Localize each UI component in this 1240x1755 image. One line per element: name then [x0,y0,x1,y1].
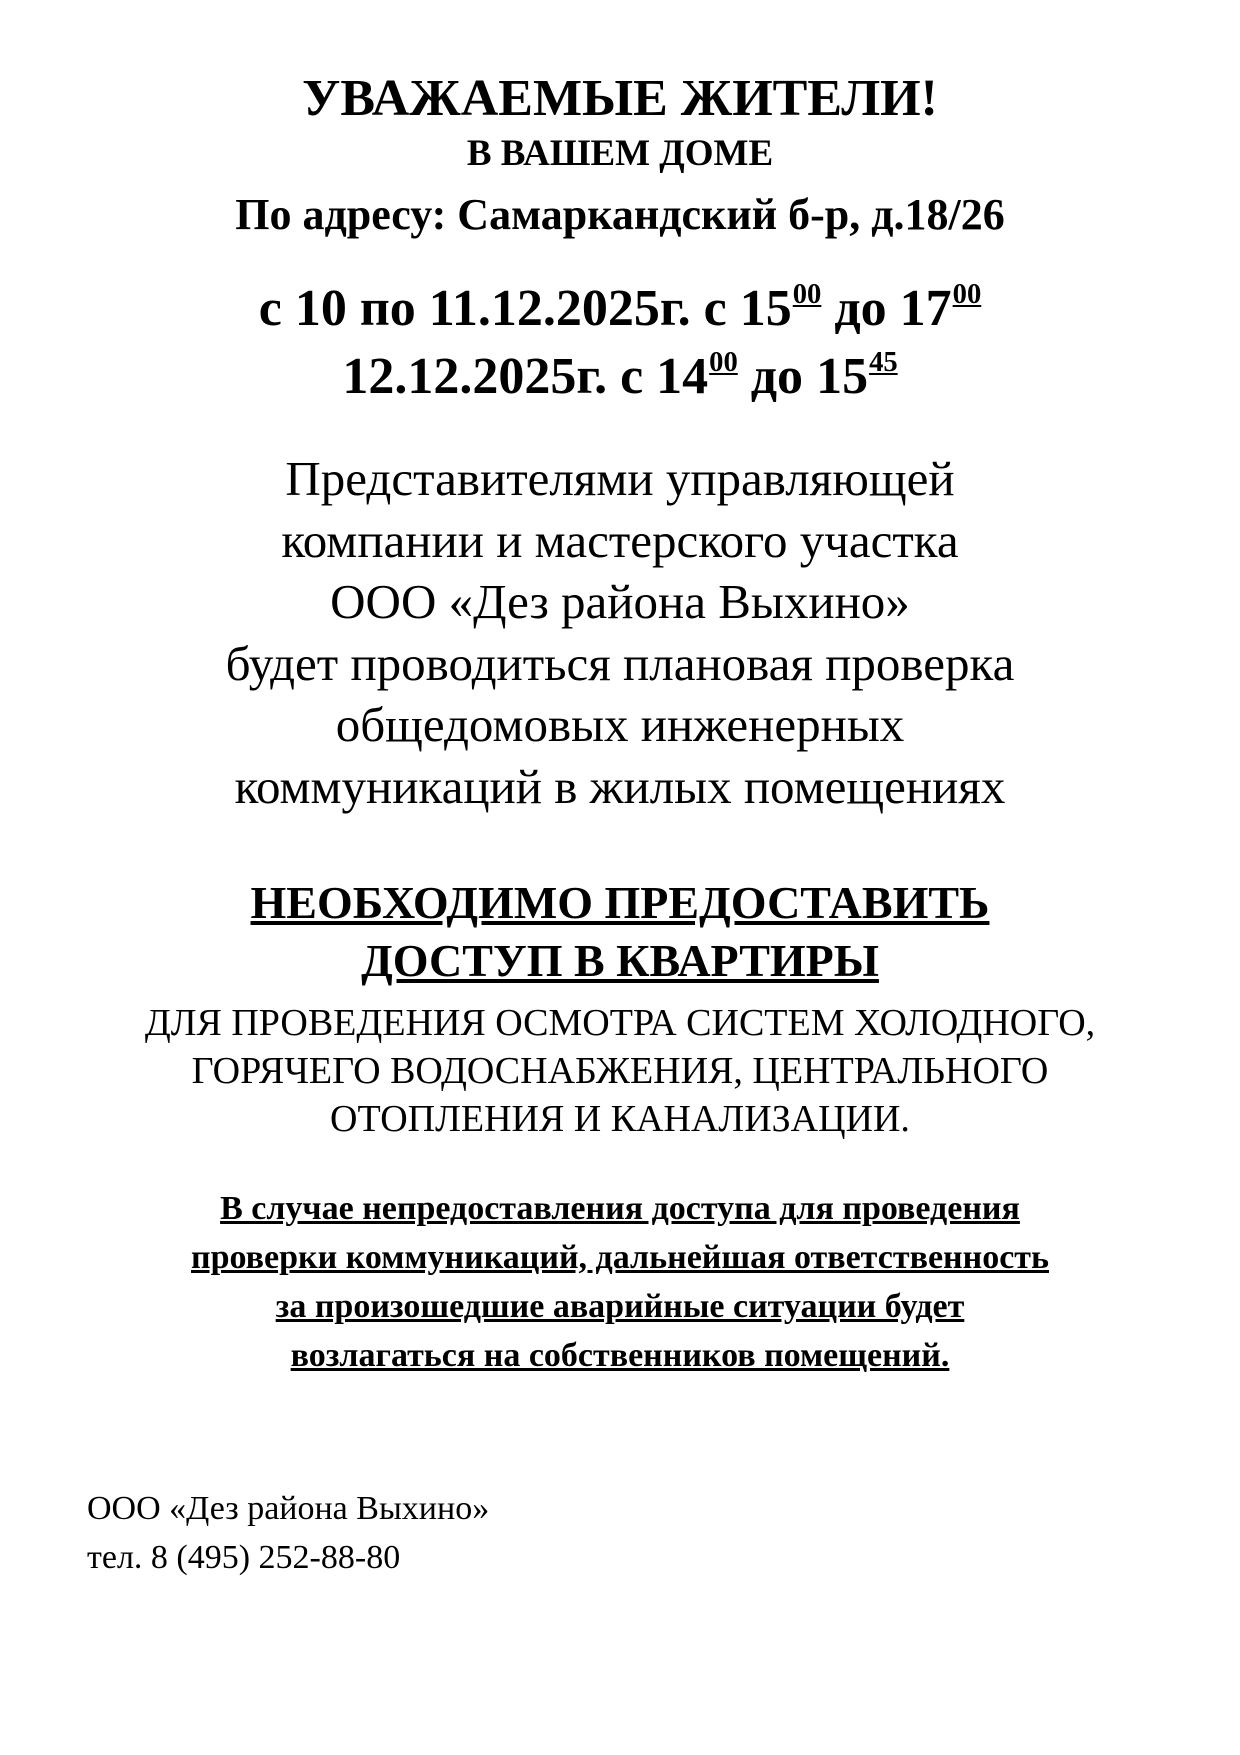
responsibility-warning [40,1184,1200,1380]
schedule-dates: 12.12.2025г. с [342,348,657,405]
access-details-line: ГОРЯЧЕГО ВОДОСНАБЖЕНИЯ, ЦЕНТРАЛЬНОГО [191,1050,1049,1092]
access-heading-line: НЕОБХОДИМО ПРЕДОСТАВИТЬ [250,877,990,928]
body-line: ООО «Дез района Выхино» [330,574,910,629]
body-line: коммуникаций в жилых помещениях [234,758,1006,814]
body-line: Представителями управляющей [285,451,955,506]
contact-footer [87,1484,489,1582]
warning-line: проверки коммуникаций, дальнейшая ответственность [191,1239,1049,1276]
start-hour: 14 [656,348,709,405]
access-details-line: ОТОПЛЕНИЯ И КАНАЛИЗАЦИИ. [330,1098,910,1140]
access-details-line: ДЛЯ ПРОВЕДЕНИЯ ОСМОТРА СИСТЕМ ХОЛОДНОГО, [144,1002,1096,1044]
start-minutes: 00 [709,346,738,378]
end-minutes: 00 [952,278,982,310]
schedule-dates: с 10 по 11.12.2025г. с [258,280,740,337]
body-line: будет проводиться плановая проверка [225,635,1015,691]
end-minutes: 45 [869,346,898,378]
access-details [40,999,1200,1143]
access-heading [40,874,1200,990]
footer-organization: ООО «Дез района Выхино» [87,1490,490,1527]
address-line: По адресу: Самаркандский б-р, д.18/26 [235,190,1005,239]
notice-title: УВАЖАЕМЫЕ ЖИТЕЛИ! [302,70,938,127]
schedule-line-1 [40,277,1200,349]
end-hour: 15 [816,348,869,405]
to-word: до [737,348,817,405]
start-minutes: 00 [792,278,822,310]
start-hour: 15 [739,280,792,337]
warning-line: за произошедшие аварийные ситуации будет [275,1288,965,1325]
footer-phone: тел. 8 (495) 252-88-80 [87,1539,401,1576]
inspection-description [40,448,1200,817]
schedule-line-2 [40,345,1200,417]
body-line: общедомовых инженерных [335,697,905,752]
to-word: до [821,280,900,337]
body-line: компании и мастерского участка [281,512,959,568]
warning-line: возлагаться на собственников помещений. [290,1337,950,1374]
access-heading-line: ДОСТУП В КВАРТИРЫ [361,935,879,986]
end-hour: 17 [899,280,952,337]
warning-line: В случае непредоставления доступа для проведения [220,1190,1020,1227]
notice-subtitle: В ВАШЕМ ДОМЕ [466,133,774,174]
